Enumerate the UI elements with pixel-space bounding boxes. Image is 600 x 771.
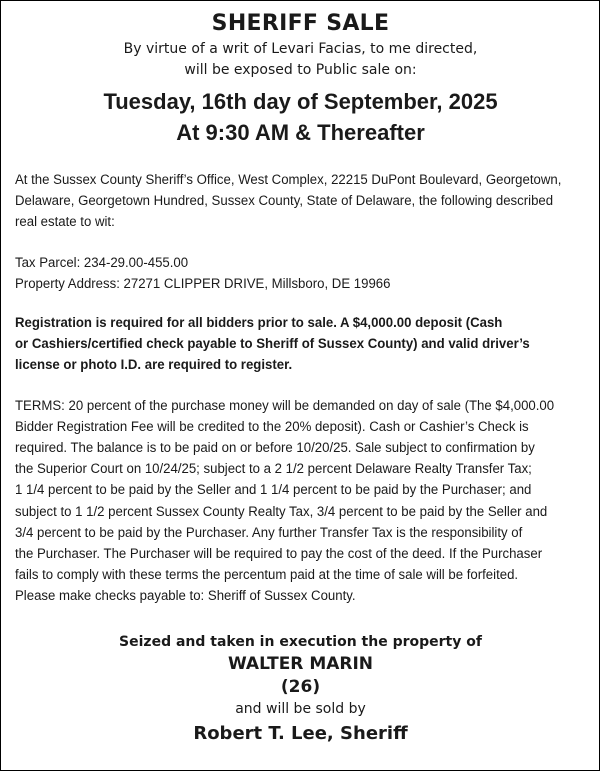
sale-date: Tuesday, 16th day of September, 2025 (103, 89, 498, 114)
terms-line: Please make checks payable to: Sheriff of Sussex County. (15, 588, 356, 605)
registration-line: or Cashiers/certified check payable to Sheriff of Sussex County) and valid driver’s (15, 336, 530, 353)
location-line: At the Sussex County Sheriff’s Office, West Complex, 22215 DuPont Boulevard, Georgetown, (15, 172, 562, 188)
location-line: real estate to wit: (15, 214, 115, 231)
registration-paragraph (15, 313, 587, 377)
intro-line: By virtue of a writ of Levari Facias, to me directed, (123, 41, 478, 57)
terms-line: the Purchaser. The Purchaser will be required to pay the cost of the deed. If the Purchaser (15, 546, 543, 563)
terms-line: Bidder Registration Fee will be credited to the 20% deposit). Cash or Cashier’s Check is (15, 418, 529, 435)
registration-line: license or photo I.D. are required to register. (15, 357, 293, 374)
sale-time: At 9:30 AM & Thereafter (176, 120, 425, 145)
terms-line: 3/4 percent to be paid by the Purchaser. Any further Transfer Tax is the responsibility of (15, 524, 523, 541)
terms-line: the Superior Court on 10/24/25; subject to a 2 1/2 percent Delaware Realty Transfer Tax; (15, 461, 532, 478)
terms-paragraph (15, 396, 587, 608)
property-details (15, 253, 587, 295)
terms-line: required. The balance is to be paid on or before 10/20/25. Sale subject to confirmation by (15, 440, 535, 457)
intro-line: will be exposed to Public sale on: (184, 62, 417, 78)
terms-line: subject to 1 1/2 percent Sussex County Realty Tax, 3/4 percent to be paid by the Seller and (15, 503, 548, 520)
terms-line: TERMS: 20 percent of the purchase money will be demanded on day of sale (The $4,000.00 (15, 397, 555, 414)
registration-line: Registration is required for all bidders prior to sale. A $4,000.00 deposit (Cash (15, 315, 503, 332)
sheriff-signature: Robert T. Lee, Sheriff (193, 722, 408, 744)
case-number: (26) (280, 676, 321, 697)
sold-by-text: and will be sold by (235, 700, 366, 717)
terms-line: 1 1/4 percent to be paid by the Seller and 1 1/4 percent to be paid by the Purchaser; and (15, 482, 532, 499)
notice-title: SHERIFF SALE (211, 11, 390, 36)
terms-line: fails to comply with these terms the percentum paid at the time of sale will be forfeited. (15, 567, 519, 584)
intro-text (15, 39, 586, 81)
location-line: Delaware, Georgetown Hundred, Sussex County, State of Delaware, the following described (15, 193, 554, 210)
property-address: Property Address: 27271 CLIPPER DRIVE, Millsboro, DE 19966 (15, 275, 391, 292)
property-owner: WALTER MARIN (227, 653, 374, 674)
tax-parcel: Tax Parcel: 234-29.00-455.00 (15, 254, 189, 271)
seized-statement: Seized and taken in execution the property of (119, 633, 482, 650)
location-paragraph (15, 170, 587, 234)
